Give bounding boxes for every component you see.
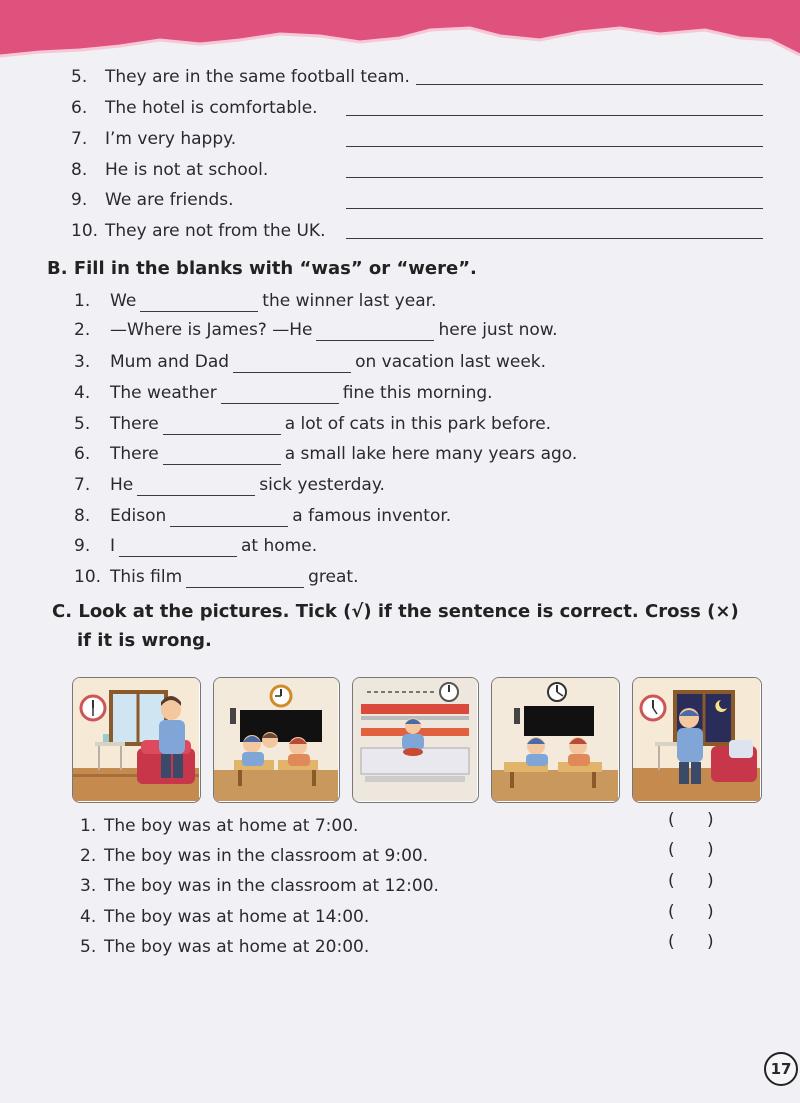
blank[interactable]	[140, 311, 258, 312]
sectionB-item-6: 6. There a small lake here many years ago.	[74, 444, 578, 464]
blank[interactable]	[316, 340, 434, 341]
sectionA-item-10: 10. They are not from the UK.	[71, 221, 326, 241]
sectionC-heading-line2: if it is wrong.	[77, 630, 212, 651]
sectionC-item-5: 5. The boy was at home at 20:00.	[80, 937, 370, 957]
answer-parentheses[interactable]: ( )	[668, 871, 714, 891]
sentence-text: The hotel is comfortable.	[105, 98, 318, 118]
blank[interactable]	[221, 403, 339, 404]
sentence-text: They are in the same football team.	[105, 67, 410, 87]
section-letter: B.	[47, 258, 68, 279]
blank[interactable]	[170, 526, 288, 527]
answer-line[interactable]	[346, 208, 763, 209]
page-number: 17	[764, 1052, 798, 1086]
sectionA-item-9: 9. We are friends.	[71, 190, 234, 210]
sectionB-item-7: 7. He sick yesterday.	[74, 475, 385, 495]
picture-home-morning	[72, 677, 201, 803]
sectionB-item-10: 10. This film great.	[74, 567, 359, 587]
sentence-text: I’m very happy.	[105, 129, 237, 149]
sectionA-item-8: 8. He is not at school.	[71, 160, 269, 180]
picture-classroom-afternoon	[491, 677, 620, 803]
sectionC-item-2: 2. The boy was in the classroom at 9:00.	[80, 846, 429, 866]
blank[interactable]	[119, 556, 237, 557]
blank[interactable]	[186, 587, 304, 588]
sectionB-item-8: 8. Edison a famous inventor.	[74, 506, 452, 526]
sectionA-item-5: 5. They are in the same football team.	[71, 67, 410, 87]
blank[interactable]	[233, 372, 351, 373]
sectionB-item-3: 3. Mum and Dad on vacation last week.	[74, 352, 547, 372]
sectionB-heading	[47, 258, 477, 279]
sectionB-item-2: 2. —Where is James? —He here just now.	[74, 320, 558, 340]
blank[interactable]	[163, 434, 281, 435]
sentence-text: They are not from the UK.	[105, 221, 326, 241]
answer-parentheses[interactable]: ( )	[668, 902, 714, 922]
blank[interactable]	[163, 464, 281, 465]
answer-line[interactable]	[346, 177, 763, 178]
section-title: Fill in the blanks with “was” or “were”.	[73, 258, 477, 279]
answer-line[interactable]	[346, 115, 763, 116]
sectionB-item-5: 5. There a lot of cats in this park before.	[74, 414, 552, 434]
answer-parentheses[interactable]: ( )	[668, 932, 714, 952]
sentence-text: We are friends.	[105, 190, 234, 210]
sentence-text: He is not at school.	[105, 160, 269, 180]
sectionC-heading	[52, 601, 739, 622]
picture-canteen-noon	[352, 677, 479, 803]
sectionB-item-9: 9. I at home.	[74, 536, 318, 556]
header-banner	[0, 0, 800, 75]
section-letter: C.	[52, 601, 73, 622]
sectionA-item-6: 6. The hotel is comfortable.	[71, 98, 318, 118]
sectionB-item-4: 4. The weather fine this morning.	[74, 383, 493, 403]
blank[interactable]	[137, 495, 255, 496]
picture-home-night	[632, 677, 762, 803]
answer-line[interactable]	[346, 146, 763, 147]
answer-parentheses[interactable]: ( )	[668, 810, 714, 830]
sectionC-item-4: 4. The boy was at home at 14:00.	[80, 907, 370, 927]
answer-parentheses[interactable]: ( )	[668, 840, 714, 860]
section-title-line1: Look at the pictures. Tick (√) if the sentence is correct. Cross (×)	[78, 601, 739, 622]
sectionC-item-1: 1. The boy was at home at 7:00.	[80, 816, 359, 836]
answer-line[interactable]	[346, 238, 763, 239]
sectionC-item-3: 3. The boy was in the classroom at 12:00.	[80, 876, 439, 896]
sectionB-item-1: 1. We the winner last year.	[74, 291, 437, 311]
picture-classroom-morning	[213, 677, 340, 803]
answer-line[interactable]	[416, 84, 763, 85]
sectionA-item-7: 7. I’m very happy.	[71, 129, 237, 149]
